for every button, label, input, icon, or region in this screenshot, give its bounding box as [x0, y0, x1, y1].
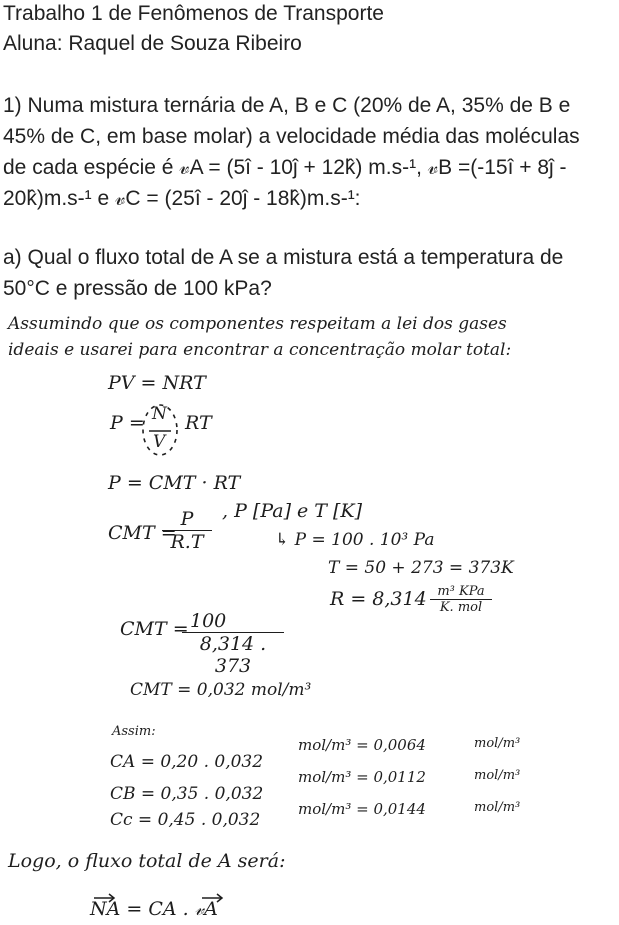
handwritten-intro-line-2: ideais e usarei para encontrar a concentração molar total:	[8, 340, 512, 360]
gas-constant-value: R = 8,314	[330, 588, 427, 610]
ideal-gas-equation: PV = NRT	[108, 372, 206, 394]
concentration-a-unit: mol/m³	[474, 736, 521, 751]
question-a-line-1: a) Qual o fluxo total de A se a mistura está a temperatura de	[3, 246, 564, 269]
question-1-line-3: de cada espécie é 𝓋A = (5î - 10ĵ + 12k̂) m.s-¹, 𝓋B =(-15î + 8ĵ -	[3, 156, 567, 179]
calc-denominator: 8,314 . 373	[182, 632, 284, 677]
concentration-equation: P = CMT · RT	[108, 472, 241, 494]
concentration-b-unit: mol/m³	[474, 768, 521, 783]
question-1-line-1: 1) Numa mistura ternária de A, B e C (20% de A, 35% de B e	[3, 94, 571, 117]
gas-constant-unit	[430, 584, 492, 615]
gas-constant-unit-numerator: m³ KPa	[437, 584, 485, 599]
cmt-definition-lhs: CMT =	[108, 522, 177, 544]
question-a-line-2: 50°C e pressão de 100 kPa?	[3, 277, 272, 300]
question-1-line-4: 20k̂)m.s-¹ e 𝓋C = (25î - 20ĵ - 18k̂)m.s-¹:	[3, 187, 361, 210]
pressure-value: ↳ P = 100 . 10³ Pa	[275, 530, 435, 550]
calc-numerator: 100	[190, 610, 227, 632]
flux-equation: NA = CA . 𝓋A	[90, 898, 218, 920]
cmt-denominator: R.T	[162, 530, 212, 553]
question-1-line-2: 45% de C, em base molar) a velocidade média das moléculas	[3, 125, 580, 148]
concentration-b: CB = 0,35 . 0,032	[110, 784, 264, 804]
handwritten-intro-line-1: Assumindo que os componentes respeitam a lei dos gases	[8, 314, 507, 334]
eq2-rt: RT	[185, 412, 212, 434]
document-title: Trabalho 1 de Fenômenos de Transporte	[3, 2, 384, 25]
eq2-p: P =	[110, 412, 145, 434]
concentration-c: Cc = 0,45 . 0,032	[110, 810, 261, 830]
student-name: Aluna: Raquel de Souza Ribeiro	[3, 32, 302, 55]
total-concentration-result: CMT = 0,032 mol/m³	[130, 680, 312, 700]
concentration-a: CA = 0,20 . 0,032	[110, 752, 264, 772]
cmt-fraction	[162, 508, 212, 553]
concentration-b-value: mol/m³ = 0,0112	[298, 768, 426, 786]
temperature-value: T = 50 + 273 = 373K	[328, 558, 514, 578]
eq2-denominator-v: V	[153, 432, 166, 452]
concentration-c-unit: mol/m³	[474, 800, 521, 815]
cmt-numerator: P	[180, 508, 194, 530]
gas-constant-unit-denominator: K. mol	[430, 599, 492, 615]
concentration-c-value: mol/m³ = 0,0144	[298, 800, 426, 818]
calc-lhs: CMT =	[120, 618, 189, 640]
conclusion-line: Logo, o fluxo total de A será:	[8, 850, 286, 872]
units-note: , P [Pa] e T [K]	[222, 500, 363, 522]
eq2-numerator-n: N	[152, 404, 167, 424]
calc-fraction	[182, 610, 284, 677]
assim-label: Assim:	[112, 724, 156, 739]
concentration-a-value: mol/m³ = 0,0064	[298, 736, 426, 754]
